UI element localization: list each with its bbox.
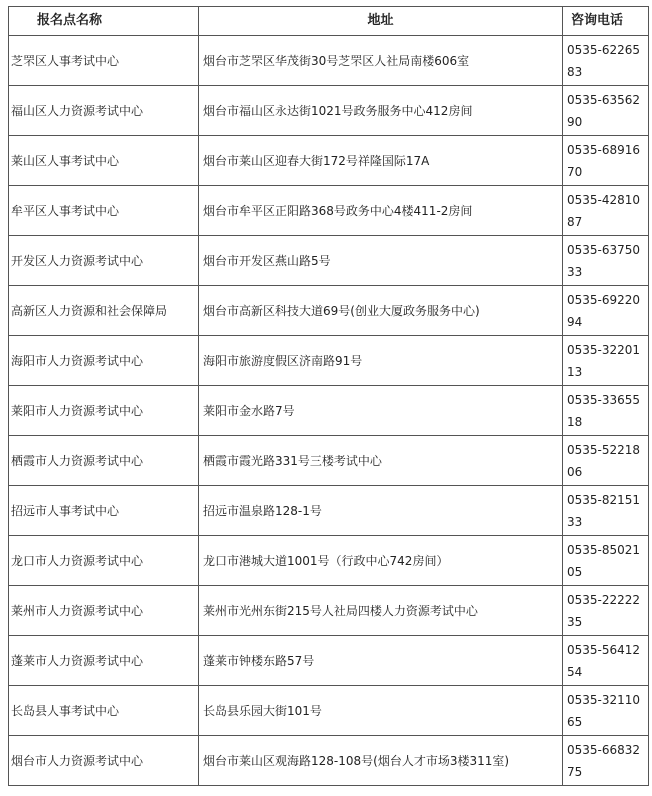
site-address-cell: 莱州市光州东街215号人社局四楼人力资源考试中心 [199,586,563,636]
site-phone-cell: 0535-5221806 [563,436,649,486]
site-phone-cell: 0535-6922094 [563,286,649,336]
site-address-cell: 烟台市高新区科技大道69号(创业大厦政务服务中心) [199,286,563,336]
site-name-cell: 开发区人力资源考试中心 [9,236,199,286]
table-row [9,286,649,336]
table-row [9,136,649,186]
registration-sites-table [8,6,649,786]
site-name-cell: 海阳市人力资源考试中心 [9,336,199,386]
registration-sites-table-container [8,6,648,786]
table-row [9,636,649,686]
site-address-cell: 莱阳市金水路7号 [199,386,563,436]
table-row [9,86,649,136]
site-phone-cell: 0535-6891670 [563,136,649,186]
table-row [9,586,649,636]
site-phone-cell: 0535-6226583 [563,36,649,86]
table-row [9,186,649,236]
site-address-cell: 蓬莱市钟楼东路57号 [199,636,563,686]
site-name-cell: 烟台市人力资源考试中心 [9,736,199,786]
site-address-cell: 烟台市牟平区正阳路368号政务中心4楼411-2房间 [199,186,563,236]
header-address: 地址 [199,7,563,36]
table-body [9,36,649,786]
site-phone-cell: 0535-4281087 [563,186,649,236]
site-name-cell: 招远市人事考试中心 [9,486,199,536]
site-address-cell: 龙口市港城大道1001号（行政中心742房间） [199,536,563,586]
site-name-cell: 芝罘区人事考试中心 [9,36,199,86]
header-phone: 咨询电话 [563,7,649,36]
site-phone-cell: 0535-6683275 [563,736,649,786]
table-row [9,486,649,536]
site-phone-cell: 0535-6375033 [563,236,649,286]
site-name-cell: 福山区人力资源考试中心 [9,86,199,136]
header-name: 报名点名称 [9,7,199,36]
site-address-cell: 长岛县乐园大街101号 [199,686,563,736]
site-phone-cell: 0535-8502105 [563,536,649,586]
site-phone-cell: 0535-6356290 [563,86,649,136]
site-name-cell: 高新区人力资源和社会保障局 [9,286,199,336]
site-name-cell: 莱阳市人力资源考试中心 [9,386,199,436]
table-header [9,7,649,36]
site-address-cell: 烟台市芝罘区华茂街30号芝罘区人社局南楼606室 [199,36,563,86]
site-phone-cell: 0535-2222235 [563,586,649,636]
site-address-cell: 海阳市旅游度假区济南路91号 [199,336,563,386]
site-name-cell: 龙口市人力资源考试中心 [9,536,199,586]
site-address-cell: 烟台市开发区燕山路5号 [199,236,563,286]
site-address-cell: 烟台市莱山区观海路128-108号(烟台人才市场3楼311室) [199,736,563,786]
table-row [9,36,649,86]
table-row [9,336,649,386]
site-phone-cell: 0535-5641254 [563,636,649,686]
site-phone-cell: 0535-8215133 [563,486,649,536]
site-name-cell: 长岛县人事考试中心 [9,686,199,736]
table-row [9,536,649,586]
site-phone-cell: 0535-3365518 [563,386,649,436]
table-row [9,436,649,486]
site-name-cell: 蓬莱市人力资源考试中心 [9,636,199,686]
table-row [9,686,649,736]
site-name-cell: 莱山区人事考试中心 [9,136,199,186]
header-row [9,7,649,36]
site-name-cell: 栖霞市人力资源考试中心 [9,436,199,486]
site-address-cell: 烟台市福山区永达街1021号政务服务中心412房间 [199,86,563,136]
table-row [9,236,649,286]
site-address-cell: 烟台市莱山区迎春大街172号祥隆国际17A [199,136,563,186]
site-phone-cell: 0535-3211065 [563,686,649,736]
site-name-cell: 莱州市人力资源考试中心 [9,586,199,636]
table-row [9,736,649,786]
site-address-cell: 招远市温泉路128-1号 [199,486,563,536]
site-address-cell: 栖霞市霞光路331号三楼考试中心 [199,436,563,486]
site-phone-cell: 0535-3220113 [563,336,649,386]
table-row [9,386,649,436]
site-name-cell: 牟平区人事考试中心 [9,186,199,236]
